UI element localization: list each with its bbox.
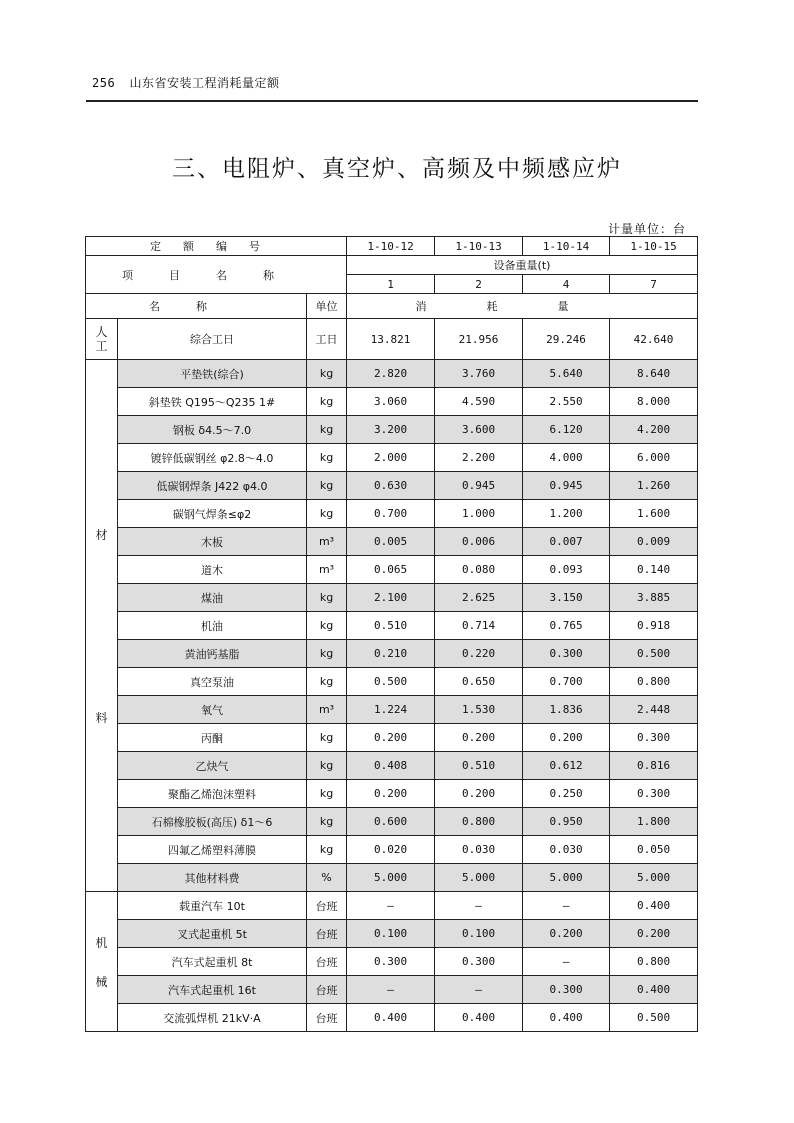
quota-code: 1-10-15 <box>610 237 698 256</box>
table-row <box>86 668 698 696</box>
table-row <box>86 808 698 836</box>
item-value: 0.300 <box>610 724 698 752</box>
category-materials-top: 材 <box>95 527 108 542</box>
item-value: 8.000 <box>610 388 698 416</box>
item-name: 四氟乙烯塑料薄膜 <box>118 836 307 864</box>
table-row <box>86 892 698 920</box>
item-value: 4.200 <box>610 416 698 444</box>
item-value: 1.224 <box>347 696 435 724</box>
item-value: 1.836 <box>523 696 610 724</box>
item-name: 汽车式起重机 8t <box>118 948 307 976</box>
item-unit: kg <box>307 724 347 752</box>
item-value: 5.000 <box>435 864 523 892</box>
weight-value: 7 <box>610 275 698 294</box>
quota-code: 1-10-14 <box>523 237 610 256</box>
item-unit: kg <box>307 500 347 528</box>
item-unit: kg <box>307 640 347 668</box>
col-consumption-header: 消耗量 <box>347 294 698 319</box>
item-value: 6.120 <box>523 416 610 444</box>
item-value: 0.800 <box>610 948 698 976</box>
table-row <box>86 472 698 500</box>
item-value: 1.530 <box>435 696 523 724</box>
item-value: 2.625 <box>435 584 523 612</box>
item-value: 0.250 <box>523 780 610 808</box>
item-name: 木板 <box>118 528 307 556</box>
item-value: 2.550 <box>523 388 610 416</box>
table-row <box>86 1004 698 1032</box>
item-value: — <box>523 892 610 920</box>
item-unit: 台班 <box>307 948 347 976</box>
item-value: 0.630 <box>347 472 435 500</box>
item-value: — <box>523 948 610 976</box>
table-row <box>86 780 698 808</box>
item-value: 1.000 <box>435 500 523 528</box>
page-title: 三、电阻炉、真空炉、高频及中频感应炉 <box>172 156 622 182</box>
item-value: 0.650 <box>435 668 523 696</box>
item-value: 0.714 <box>435 612 523 640</box>
item-value: 0.400 <box>610 976 698 1004</box>
item-value: 0.500 <box>610 1004 698 1032</box>
table-row <box>86 696 698 724</box>
item-name: 综合工日 <box>118 319 307 360</box>
item-unit: kg <box>307 444 347 472</box>
table-row <box>86 836 698 864</box>
item-value: 2.448 <box>610 696 698 724</box>
item-value: 0.510 <box>347 612 435 640</box>
item-unit: 工日 <box>307 319 347 360</box>
table-row <box>86 752 698 780</box>
item-value: 0.950 <box>523 808 610 836</box>
item-value: 0.200 <box>435 780 523 808</box>
item-unit: % <box>307 864 347 892</box>
item-value: 3.600 <box>435 416 523 444</box>
item-unit: kg <box>307 668 347 696</box>
item-name: 碳钢气焊条≤φ2 <box>118 500 307 528</box>
item-value: 1.600 <box>610 500 698 528</box>
item-name: 其他材料费 <box>118 864 307 892</box>
item-value: 0.020 <box>347 836 435 864</box>
category-materials-bottom: 料 <box>95 710 108 725</box>
item-name: 镀锌低碳钢丝 φ2.8～4.0 <box>118 444 307 472</box>
item-value: 0.800 <box>435 808 523 836</box>
item-value: 0.765 <box>523 612 610 640</box>
item-value: 0.050 <box>610 836 698 864</box>
item-value: 0.400 <box>523 1004 610 1032</box>
item-value: 2.820 <box>347 360 435 388</box>
table-row <box>86 556 698 584</box>
item-value: 0.080 <box>435 556 523 584</box>
col-name-header: 名称 <box>86 294 307 319</box>
item-value: 3.885 <box>610 584 698 612</box>
table-row <box>86 360 698 388</box>
item-unit: kg <box>307 472 347 500</box>
item-unit: kg <box>307 388 347 416</box>
item-value: 0.220 <box>435 640 523 668</box>
quota-code: 1-10-13 <box>435 237 523 256</box>
item-name: 真空泵油 <box>118 668 307 696</box>
item-value: — <box>347 892 435 920</box>
item-name: 钢板 δ4.5～7.0 <box>118 416 307 444</box>
item-value: 0.140 <box>610 556 698 584</box>
item-unit: kg <box>307 612 347 640</box>
item-value: 4.000 <box>523 444 610 472</box>
item-name: 汽车式起重机 16t <box>118 976 307 1004</box>
table-row <box>86 948 698 976</box>
col-unit-header: 单位 <box>307 294 347 319</box>
item-name: 道木 <box>118 556 307 584</box>
table-row <box>86 640 698 668</box>
item-name: 低碳钢焊条 J422 φ4.0 <box>118 472 307 500</box>
item-unit: 台班 <box>307 976 347 1004</box>
item-value: 21.956 <box>435 319 523 360</box>
item-value: 0.700 <box>523 668 610 696</box>
category-machinery-top: 机 <box>95 935 108 950</box>
item-value: 6.000 <box>610 444 698 472</box>
weight-value: 2 <box>435 275 523 294</box>
item-value: 0.612 <box>523 752 610 780</box>
book-title: 山东省安装工程消耗量定额 <box>129 76 280 90</box>
table-row <box>86 416 698 444</box>
header-rule <box>86 100 698 102</box>
item-value: 0.400 <box>435 1004 523 1032</box>
equipment-weight-label: 设备重量(t) <box>347 256 698 275</box>
category-machinery <box>86 892 118 1032</box>
item-unit: kg <box>307 780 347 808</box>
table-row <box>86 724 698 752</box>
item-value: 0.500 <box>347 668 435 696</box>
item-value: 0.300 <box>523 640 610 668</box>
item-value: 0.500 <box>610 640 698 668</box>
item-value: 2.200 <box>435 444 523 472</box>
item-value: 0.945 <box>435 472 523 500</box>
item-value: 0.800 <box>610 668 698 696</box>
weight-value: 1 <box>347 275 435 294</box>
table-row <box>86 528 698 556</box>
quota-label: 定额编号 <box>86 237 347 256</box>
item-unit: m³ <box>307 556 347 584</box>
item-value: 3.150 <box>523 584 610 612</box>
item-value: 5.000 <box>523 864 610 892</box>
item-value: 0.030 <box>523 836 610 864</box>
item-value: 29.246 <box>523 319 610 360</box>
table-row <box>86 500 698 528</box>
item-value: 0.030 <box>435 836 523 864</box>
item-name: 丙酮 <box>118 724 307 752</box>
item-value: 0.408 <box>347 752 435 780</box>
item-value: 0.093 <box>523 556 610 584</box>
item-value: 0.510 <box>435 752 523 780</box>
item-name: 氧气 <box>118 696 307 724</box>
unit-note: 计量单位：台 <box>607 222 686 236</box>
page-number: 256 <box>92 76 116 90</box>
item-value: 0.300 <box>435 948 523 976</box>
table-row <box>86 388 698 416</box>
item-value: 0.918 <box>610 612 698 640</box>
item-value: — <box>435 976 523 1004</box>
item-value: — <box>347 976 435 1004</box>
item-value: 2.100 <box>347 584 435 612</box>
item-value: 2.000 <box>347 444 435 472</box>
item-value: 3.760 <box>435 360 523 388</box>
item-value: 0.700 <box>347 500 435 528</box>
category-machinery-bottom: 械 <box>95 974 108 989</box>
item-value: 0.400 <box>347 1004 435 1032</box>
item-value: 0.200 <box>347 780 435 808</box>
item-name: 石棉橡胶板(高压) δ1～6 <box>118 808 307 836</box>
quota-code: 1-10-12 <box>347 237 435 256</box>
page-header <box>92 74 280 91</box>
item-value: 3.200 <box>347 416 435 444</box>
item-name: 黄油钙基脂 <box>118 640 307 668</box>
item-name: 交流弧焊机 21kV·A <box>118 1004 307 1032</box>
table-row <box>86 444 698 472</box>
item-name: 机油 <box>118 612 307 640</box>
item-unit: 台班 <box>307 920 347 948</box>
item-unit: 台班 <box>307 1004 347 1032</box>
item-value: 0.065 <box>347 556 435 584</box>
table-row <box>86 976 698 1004</box>
item-value: 0.300 <box>523 976 610 1004</box>
item-value: 0.210 <box>347 640 435 668</box>
item-value: — <box>435 892 523 920</box>
item-name: 叉式起重机 5t <box>118 920 307 948</box>
item-unit: kg <box>307 584 347 612</box>
item-value: 0.200 <box>347 724 435 752</box>
item-name: 聚酯乙烯泡沫塑料 <box>118 780 307 808</box>
item-value: 0.100 <box>435 920 523 948</box>
item-unit: m³ <box>307 696 347 724</box>
item-unit: m³ <box>307 528 347 556</box>
item-unit: 台班 <box>307 892 347 920</box>
item-value: 0.200 <box>610 920 698 948</box>
table-row <box>86 920 698 948</box>
item-value: 1.800 <box>610 808 698 836</box>
item-value: 0.600 <box>347 808 435 836</box>
item-value: 0.300 <box>610 780 698 808</box>
weight-value: 4 <box>523 275 610 294</box>
table-row <box>86 864 698 892</box>
item-unit: kg <box>307 808 347 836</box>
item-value: 0.816 <box>610 752 698 780</box>
item-value: 42.640 <box>610 319 698 360</box>
item-unit: kg <box>307 752 347 780</box>
item-unit: kg <box>307 416 347 444</box>
item-value: 1.260 <box>610 472 698 500</box>
item-value: 5.000 <box>347 864 435 892</box>
item-name: 载重汽车 10t <box>118 892 307 920</box>
table-row <box>86 612 698 640</box>
item-label: 项目名称 <box>86 256 347 294</box>
item-name: 乙炔气 <box>118 752 307 780</box>
category-labor: 人工 <box>86 319 118 360</box>
item-value: 0.005 <box>347 528 435 556</box>
item-value: 0.006 <box>435 528 523 556</box>
item-value: 1.200 <box>523 500 610 528</box>
item-value: 5.640 <box>523 360 610 388</box>
item-value: 3.060 <box>347 388 435 416</box>
table-row <box>86 584 698 612</box>
item-value: 0.009 <box>610 528 698 556</box>
item-value: 13.821 <box>347 319 435 360</box>
item-value: 4.590 <box>435 388 523 416</box>
item-value: 0.400 <box>610 892 698 920</box>
quota-table <box>85 236 698 1032</box>
item-name: 平垫铁(综合) <box>118 360 307 388</box>
item-unit: kg <box>307 836 347 864</box>
item-value: 0.200 <box>523 920 610 948</box>
item-value: 0.100 <box>347 920 435 948</box>
item-value: 5.000 <box>610 864 698 892</box>
item-name: 斜垫铁 Q195～Q235 1# <box>118 388 307 416</box>
item-name: 煤油 <box>118 584 307 612</box>
item-value: 8.640 <box>610 360 698 388</box>
item-unit: kg <box>307 360 347 388</box>
item-value: 0.007 <box>523 528 610 556</box>
table-row <box>86 319 698 360</box>
item-value: 0.300 <box>347 948 435 976</box>
category-materials <box>86 360 118 892</box>
item-value: 0.200 <box>523 724 610 752</box>
item-value: 0.945 <box>523 472 610 500</box>
item-value: 0.200 <box>435 724 523 752</box>
